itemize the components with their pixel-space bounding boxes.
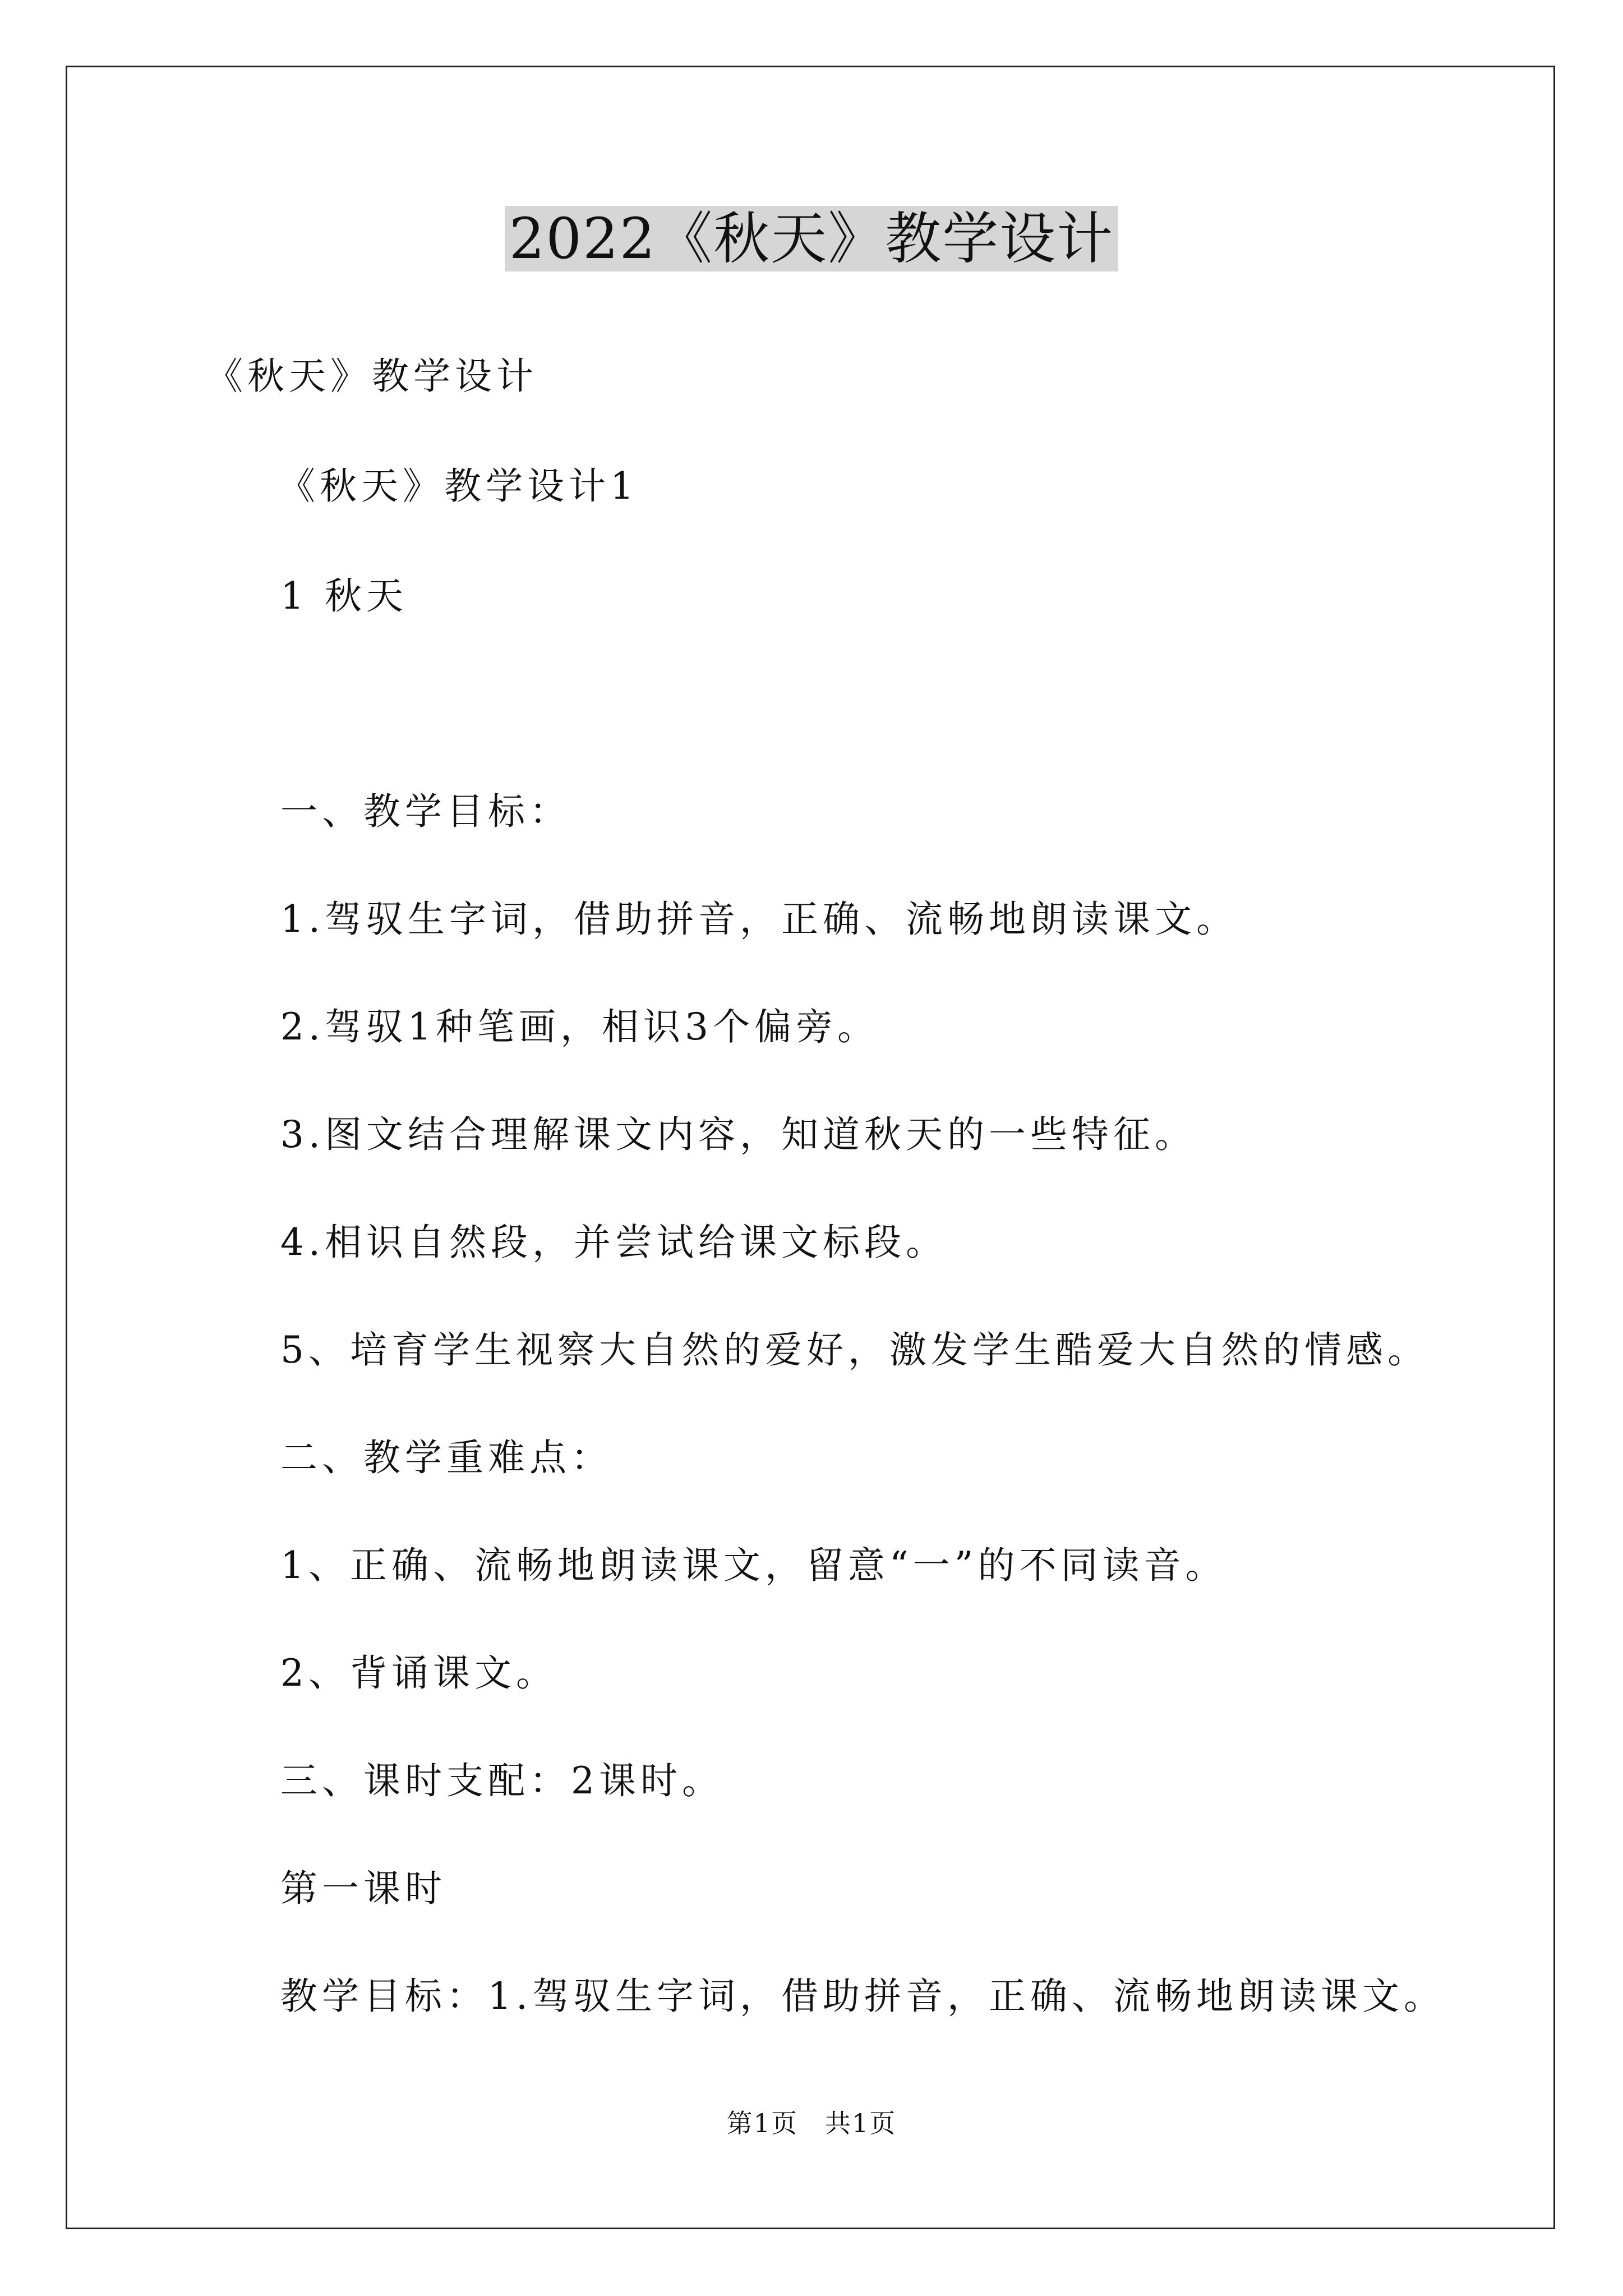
key-point-item: 1、正确、流畅地朗读课文，留意“一”的不同读音。 (280, 1544, 1227, 1587)
key-point-item: 2、背诵课文。 (280, 1651, 557, 1695)
first-lesson-heading: 第一课时 (280, 1867, 446, 1910)
objective-item: 4.相识自然段，并尝试给课文标段。 (280, 1221, 947, 1264)
objective-item: 5、培育学生视察大自然的爱好，激发学生酷爱大自然的情感。 (280, 1328, 1429, 1372)
document-title-text: 2022《秋天》教学设计 (505, 206, 1119, 272)
subtitle-line: 《秋天》教学设计 (206, 355, 538, 398)
objective-item: 1.驾驭生字词，借助拼音，正确、流畅地朗读课文。 (280, 898, 1238, 941)
objective-item: 3.图文结合理解课文内容，知道秋天的一些特征。 (280, 1113, 1196, 1156)
key-points-heading: 二、教学重难点： (280, 1436, 612, 1479)
lesson-title-line: 1 秋天 (280, 574, 408, 618)
document-title (0, 200, 1623, 278)
section-heading-line: 《秋天》教学设计1 (278, 464, 638, 508)
class-hours-line: 三、课时支配：2课时。 (280, 1759, 723, 1802)
objectives-heading: 一、教学目标： (280, 790, 571, 833)
objective-item: 2.驾驭1种笔画，相识3个偏旁。 (280, 1005, 879, 1048)
first-lesson-objective: 教学目标：1.驾驭生字词，借助拼音，正确、流畅地朗读课文。 (280, 1975, 1445, 2018)
page-footer: 第1页 共1页 (726, 2108, 897, 2138)
